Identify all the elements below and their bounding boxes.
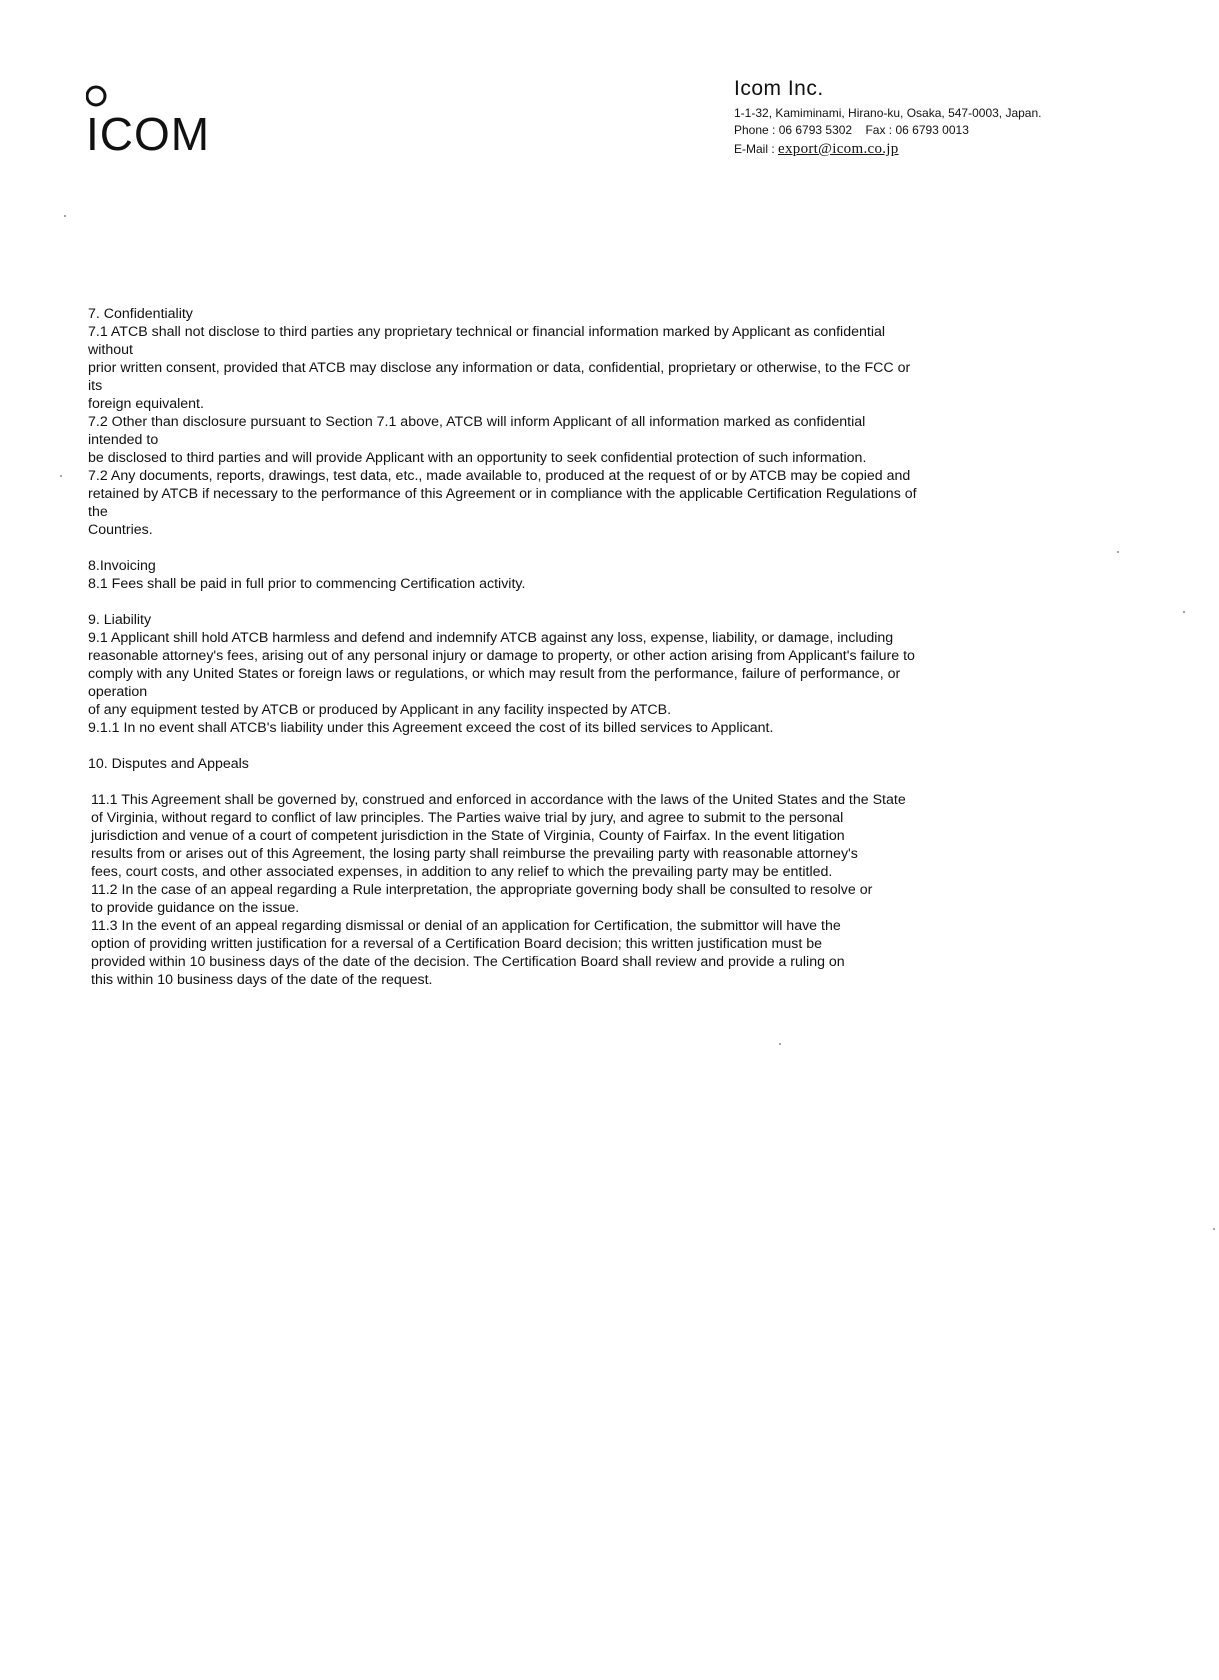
- phone-number: 06 6793 5302: [778, 123, 853, 137]
- paragraph-gap: [88, 737, 1098, 755]
- section-11-block: [88, 791, 1098, 989]
- text-line: 11.2 In the case of an appeal regarding a Rule interpretation, the appropriate governing body shall be consulted to resolve or: [91, 882, 873, 898]
- text-line: 8.1 Fees shall be paid in full prior to commencing Certification activity.: [88, 576, 526, 592]
- section-9-heading: 9. Liability: [88, 612, 152, 628]
- icom-logo: [86, 82, 236, 162]
- paragraph-gap: [88, 593, 1098, 611]
- text-line: of Virginia, without regard to conflict of law principles. The Parties waive trial by jury, and agree to submit to the personal: [91, 810, 844, 826]
- text-line: 7.1 ATCB shall not disclose to third parties any proprietary technical or financial information marked by Applicant as confidential: [88, 324, 886, 340]
- section-7-heading: 7. Confidentiality: [88, 306, 193, 322]
- text-line: 7.2 Other than disclosure pursuant to Section 7.1 above, ATCB will inform Applicant of all information marked as confidential: [88, 414, 866, 430]
- text-line: of any equipment tested by ATCB or produced by Applicant in any facility inspected by ATCB.: [88, 702, 672, 718]
- scan-speck: [1183, 611, 1185, 613]
- scan-speck: [60, 475, 62, 477]
- agreement-body: [88, 305, 1098, 989]
- scan-speck: [779, 1043, 781, 1045]
- company-address: 1-1-32, Kamiminami, Hirano-ku, Osaka, 547-0003, Japan.: [734, 106, 1042, 120]
- section-10-heading: 10. Disputes and Appeals: [88, 756, 249, 772]
- fax-label: Fax :: [865, 123, 896, 137]
- text-line: intended to: [88, 432, 159, 448]
- text-line: provided within 10 business days of the date of the decision. The Certification Board shall review and provide a ruling on: [91, 954, 845, 970]
- text-line: foreign equivalent.: [88, 396, 204, 412]
- text-line: prior written consent, provided that ATCB may disclose any information or data, confidential, proprietary or otherwise, to the FCC or: [88, 360, 911, 376]
- scan-speck: [64, 215, 66, 217]
- text-line: reasonable attorney's fees, arising out of any personal injury or damage to property, or other action arising from Applicant's failure to: [88, 648, 915, 664]
- text-line: operation: [88, 684, 148, 700]
- text-line: without: [88, 342, 133, 358]
- scan-speck: [1213, 1228, 1215, 1230]
- text-line: retained by ATCB if necessary to the performance of this Agreement or in compliance with the applicable Certification Regulations of: [88, 486, 917, 502]
- text-line: its: [88, 378, 103, 394]
- company-name: Icom Inc.: [734, 77, 824, 100]
- text-line: to provide guidance on the issue.: [91, 900, 300, 916]
- text-line: jurisdiction and venue of a court of competent jurisdiction in the State of Virginia, County of Fairfax. In the event litigation: [91, 828, 845, 844]
- text-line: results from or arises out of this Agreement, the losing party shall reimburse the prevailing party with reasonable attorney's: [91, 846, 858, 862]
- phone-label: Phone :: [734, 123, 779, 137]
- text-line: Countries.: [88, 522, 153, 538]
- text-line: 11.3 In the event of an appeal regarding dismissal or denial of an application for Certification, the submittor will have the: [91, 918, 841, 934]
- icom-logo-mark: [86, 82, 236, 162]
- text-line: this within 10 business days of the date of the request.: [91, 972, 433, 988]
- text-line: option of providing written justification for a reversal of a Certification Board decision; this written justification must be: [91, 936, 823, 952]
- logo-text: ICOM: [86, 108, 211, 160]
- section-8-heading: 8.Invoicing: [88, 558, 156, 574]
- text-line: comply with any United States or foreign laws or regulations, or which may result from the performance, failure of performance, or: [88, 666, 901, 682]
- email-label: E-Mail :: [734, 142, 779, 156]
- text-line: 11.1 This Agreement shall be governed by, construed and enforced in accordance with the laws of the United States and the State: [91, 792, 906, 808]
- contact-email: [734, 141, 1174, 158]
- scan-speck: [1117, 551, 1119, 553]
- text-line: 9.1 Applicant shill hold ATCB harmless and defend and indemnify ATCB against any loss, expense, liability, or damage, including: [88, 630, 894, 646]
- text-line: 7.2 Any documents, reports, drawings, test data, etc., made available to, produced at the request of or by ATCB may be copied and: [88, 468, 911, 484]
- text-line: fees, court costs, and other associated expenses, in addition to any relief to which the prevailing party may be entitled.: [91, 864, 833, 880]
- text-line: 9.1.1 In no event shall ATCB's liability under this Agreement exceed the cost of its billed services to Applicant.: [88, 720, 774, 736]
- text-line: the: [88, 504, 108, 520]
- letterhead: [734, 77, 1174, 158]
- paragraph-gap: [88, 539, 1098, 557]
- contact-phone-fax: [734, 122, 1174, 139]
- fax-number: 06 6793 0013: [895, 123, 969, 137]
- paragraph-gap: [88, 773, 1098, 791]
- email-link[interactable]: export@icom.co.jp: [778, 141, 899, 157]
- text-line: be disclosed to third parties and will provide Applicant with an opportunity to seek confidential protection of such information.: [88, 450, 867, 466]
